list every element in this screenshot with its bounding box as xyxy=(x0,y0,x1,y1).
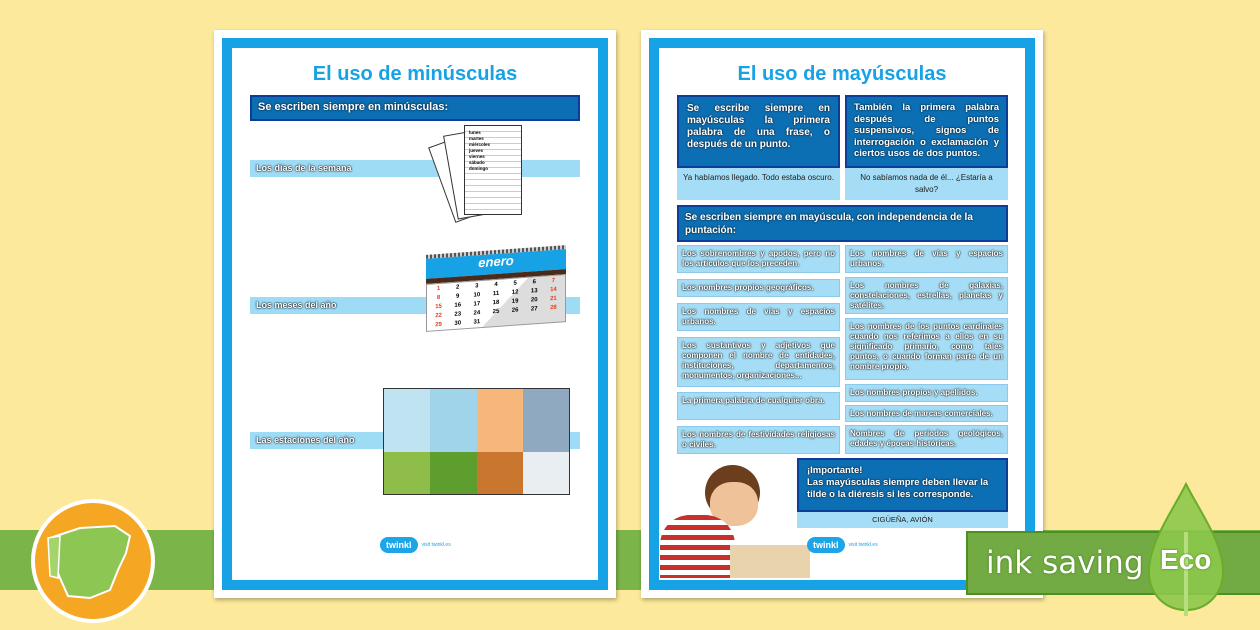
twinkl-logo-text: twinkl xyxy=(807,537,845,553)
calendar-day: 27 xyxy=(530,306,538,313)
list-item: Los nombres de festividades religiosas o civiles. xyxy=(677,426,840,454)
calendar-day: 16 xyxy=(454,302,462,309)
rule-example: Ya habíamos llegado. Todo estaba oscuro. xyxy=(677,168,840,200)
list-item: Los nombres propios geográficos. xyxy=(677,279,840,297)
row-days: Los días de la semana xyxy=(250,160,580,177)
calendar-day: 18 xyxy=(492,299,500,307)
calendar-day: 26 xyxy=(511,307,519,314)
calendar-day: 6 xyxy=(532,279,536,286)
list-item: Los nombres de galaxias, constelaciones, estrellas, planetas y satélites. xyxy=(845,277,1008,314)
calendar-day: 22 xyxy=(435,312,442,320)
list-item: Los nombres de los puntos cardinales cuando nos referimos a ellos en su significado primario, como tales puntos, o cuando forman parte de un nombre propio. xyxy=(845,318,1008,380)
calendar-month: enero xyxy=(426,249,566,279)
weekdays-papers-image xyxy=(440,125,530,225)
weekday: jueves xyxy=(469,148,484,153)
calendar-day: 14 xyxy=(550,286,557,294)
calendar-day: 31 xyxy=(473,319,481,326)
list-item: La primera palabra de cualquier obra. xyxy=(677,392,840,420)
rule-example: No sabíamos nada de él... ¿Estaría a salvo? xyxy=(845,168,1008,200)
calendar-day: 23 xyxy=(454,311,462,318)
ink-saving-label: ink saving xyxy=(986,545,1144,581)
calendar-day: 2 xyxy=(456,284,460,291)
page-title: El uso de minúsculas xyxy=(312,63,518,85)
calendar-day: 24 xyxy=(473,310,481,317)
weekday: domingo xyxy=(469,166,488,171)
list-item: Los nombres de marcas comerciales. xyxy=(845,405,1008,422)
twinkl-logo xyxy=(807,537,878,553)
weekday: martes xyxy=(469,136,484,141)
list-item: Los nombres de vías y espacios urbanos. xyxy=(845,245,1008,273)
calendar-day: 28 xyxy=(550,304,557,312)
calendar-day: 25 xyxy=(492,308,500,316)
list-item: Los nombres de vías y espacios urbanos. xyxy=(677,303,840,331)
list-item: Los sobrenombres y apodos, pero no los artículos que los preceden. xyxy=(677,245,840,273)
calendar-day: 9 xyxy=(456,293,460,300)
twinkl-tagline: visit twinkl.es xyxy=(421,542,451,548)
spain-map-icon xyxy=(30,498,156,624)
calendar-day: 15 xyxy=(435,303,442,311)
page-title: El uso de mayúsculas xyxy=(737,63,947,85)
row-seasons: Las estaciones del año xyxy=(250,432,580,449)
calendar-day: 5 xyxy=(513,280,517,287)
weekday: miércoles xyxy=(469,142,491,147)
calendar-day: 20 xyxy=(530,297,538,304)
calendar-day: 3 xyxy=(475,283,479,290)
calendar-image xyxy=(426,245,566,353)
important-text: Las mayúsculas siempre deben llevar la tilde o la diéresis si les corresponde. xyxy=(807,477,989,500)
rule-text: También la primera palabra después de puntos suspensivos, signos de interrogación o exclamación y ciertos usos de dos puntos. xyxy=(845,95,1008,168)
rule-text: Se escribe siempre en mayúsculas la primera palabra de una frase, o después de un punto. xyxy=(677,95,840,168)
rule-box xyxy=(677,95,840,200)
weekday: viernes xyxy=(469,154,485,159)
list-item: Los sustantivos y adjetivos que componen el nombre de entidades, instituciones, departamentos, monumentos, organizaciones... xyxy=(677,337,840,387)
calendar-day: 30 xyxy=(454,320,462,327)
twinkl-logo xyxy=(380,537,451,553)
important-title: ¡Importante! xyxy=(807,465,863,476)
calendar-day: 12 xyxy=(511,289,519,296)
seasons-image xyxy=(383,388,570,495)
calendar-day: 7 xyxy=(551,277,556,285)
boy-writing-image xyxy=(660,460,810,578)
calendar-day: 21 xyxy=(550,295,557,303)
calendar-day: 17 xyxy=(473,301,481,308)
section-header: Se escriben siempre en mayúscula, con independencia de la puntación: xyxy=(677,205,1008,242)
list-item: Nombres de períodos geológicos, edades y épocas históricas. xyxy=(845,425,1008,454)
calendar-day: 19 xyxy=(511,298,519,305)
calendar-day: 4 xyxy=(494,281,498,289)
calendar-day: 1 xyxy=(436,285,441,293)
rule-box xyxy=(845,95,1008,200)
weekday: sábado xyxy=(469,160,485,165)
twinkl-tagline: visit twinkl.es xyxy=(848,542,878,548)
calendar-day: 13 xyxy=(530,288,538,295)
list-item: Los nombres propios y apellidos. xyxy=(845,384,1008,402)
important-box xyxy=(797,458,1008,528)
calendar-day: 8 xyxy=(436,294,441,302)
calendar-day: 11 xyxy=(492,290,500,298)
minusculas-poster xyxy=(214,30,616,598)
section-header: Se escriben siempre en minúsculas: xyxy=(250,95,580,121)
eco-label: Eco xyxy=(1160,544,1212,575)
calendar-day: 29 xyxy=(435,321,442,329)
weekday: lunes xyxy=(469,130,481,135)
important-example: CIGÜEÑA, AVIÓN xyxy=(797,512,1008,528)
mayusculas-poster xyxy=(641,30,1043,598)
twinkl-logo-text: twinkl xyxy=(380,537,418,553)
calendar-day: 10 xyxy=(473,292,481,299)
row-months: Los meses del año xyxy=(250,297,580,314)
